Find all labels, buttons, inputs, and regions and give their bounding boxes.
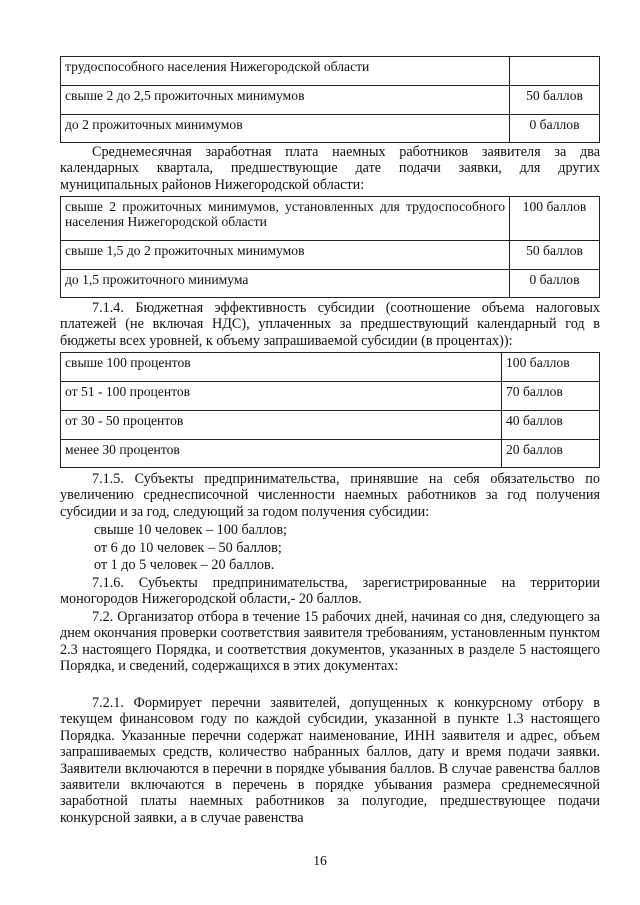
- list-item: свыше 10 человек – 100 баллов;: [94, 522, 287, 538]
- table-cell-criterion: менее 30 процентов: [61, 440, 502, 468]
- table-cell-criterion: от 51 - 100 процентов: [61, 382, 502, 411]
- list-item: от 6 до 10 человек – 50 баллов;: [94, 540, 282, 556]
- table-cell-score: 50 баллов: [510, 86, 600, 115]
- table-cell-criterion: от 30 - 50 процентов: [61, 411, 502, 440]
- table-row: [61, 440, 600, 468]
- table-cell-criterion: свыше 100 процентов: [61, 353, 502, 382]
- table-cell-score: 0 баллов: [510, 115, 600, 143]
- table-row: [61, 241, 600, 270]
- table-cell-score: 50 баллов: [510, 241, 600, 270]
- table-row: [61, 115, 600, 143]
- table-cell-score: [510, 57, 600, 86]
- table-cell-criterion: свыше 1,5 до 2 прожиточных минимумов: [61, 241, 510, 270]
- table-row: [61, 86, 600, 115]
- list-item: от 1 до 5 человек – 20 баллов.: [94, 557, 275, 573]
- page-number: 16: [313, 853, 327, 868]
- table-cell-score: 20 баллов: [502, 440, 600, 468]
- table-cell-criterion: трудоспособного населения Нижегородской области: [61, 57, 510, 86]
- paragraph-7-1-5: 7.1.5. Субъекты предпринимательства, принявшие на себя обязательство по увеличению среднесписочной численности наемных работников за год получения субсидии и за год, следующий за годом получения субсидии:: [60, 471, 600, 520]
- table-row: [61, 353, 600, 382]
- table-cell-criterion: до 2 прожиточных минимумов: [61, 115, 510, 143]
- table-row: [61, 270, 600, 298]
- paragraph-7-2-1: 7.2.1. Формирует перечни заявителей, допущенных к конкурсному отбору в текущем финансовом году по каждой субсидии, указанной в пункте 1.3 настоящего Порядка. Указанные перечни содержат наименование, ИНН заявителя и адрес, объем запрашиваемых средств, количество набранных баллов, дату и время подачи заявки. Заявители включаются в перечни в порядке убывания баллов. В случае равенства баллов заявители включаются в перечень в порядке убывания размера среднемесячной заработной платы наемных работников за полугодие, предшествующее подачи конкурсной заявки, а в случае равенства: [60, 695, 600, 826]
- score-table-wage-other: [60, 196, 600, 298]
- paragraph-wage-other-districts: Среднемесячная заработная плата наемных работников заявителя за два календарных квартала, предшествующие дате подачи заявки, для других муниципальных районов Нижегородской области:: [60, 144, 600, 193]
- score-table-budget-efficiency: [60, 352, 600, 468]
- table-row: [61, 411, 600, 440]
- table-cell-score: 70 баллов: [502, 382, 600, 411]
- table-row: [61, 197, 600, 241]
- paragraph-7-1-6: 7.1.6. Субъекты предпринимательства, зарегистрированные на территории моногородов Нижегородской области,- 20 баллов.: [60, 575, 600, 608]
- table-row: [61, 57, 600, 86]
- table-cell-criterion: свыше 2 до 2,5 прожиточных минимумов: [61, 86, 510, 115]
- table-row: [61, 382, 600, 411]
- table-cell-criterion: до 1,5 прожиточного минимума: [61, 270, 510, 298]
- score-table-wage-nn: [60, 56, 600, 143]
- table-cell-score: 100 баллов: [510, 197, 600, 241]
- paragraph-7-1-4: 7.1.4. Бюджетная эффективность субсидии (соотношение объема налоговых платежей (не включая НДС), уплаченных за предшествующий календарный год в бюджеты всех уровней, к объему запрашиваемой субсидии (в процентах)):: [60, 300, 600, 349]
- table-cell-score: 0 баллов: [510, 270, 600, 298]
- paragraph-7-2: 7.2. Организатор отбора в течение 15 рабочих дней, начиная со дня, следующего за днем окончания проверки соответствия заявителя требованиям, установленным пунктом 2.3 настоящего Порядка, и соответствия документов, указанных в разделе 5 настоящего Порядка, и сведений, содержащихся в этих документах:: [60, 609, 600, 675]
- table-cell-score: 100 баллов: [502, 353, 600, 382]
- table-cell-criterion: свыше 2 прожиточных минимумов, установленных для трудоспособного населения Нижегородской области: [61, 197, 510, 241]
- table-cell-score: 40 баллов: [502, 411, 600, 440]
